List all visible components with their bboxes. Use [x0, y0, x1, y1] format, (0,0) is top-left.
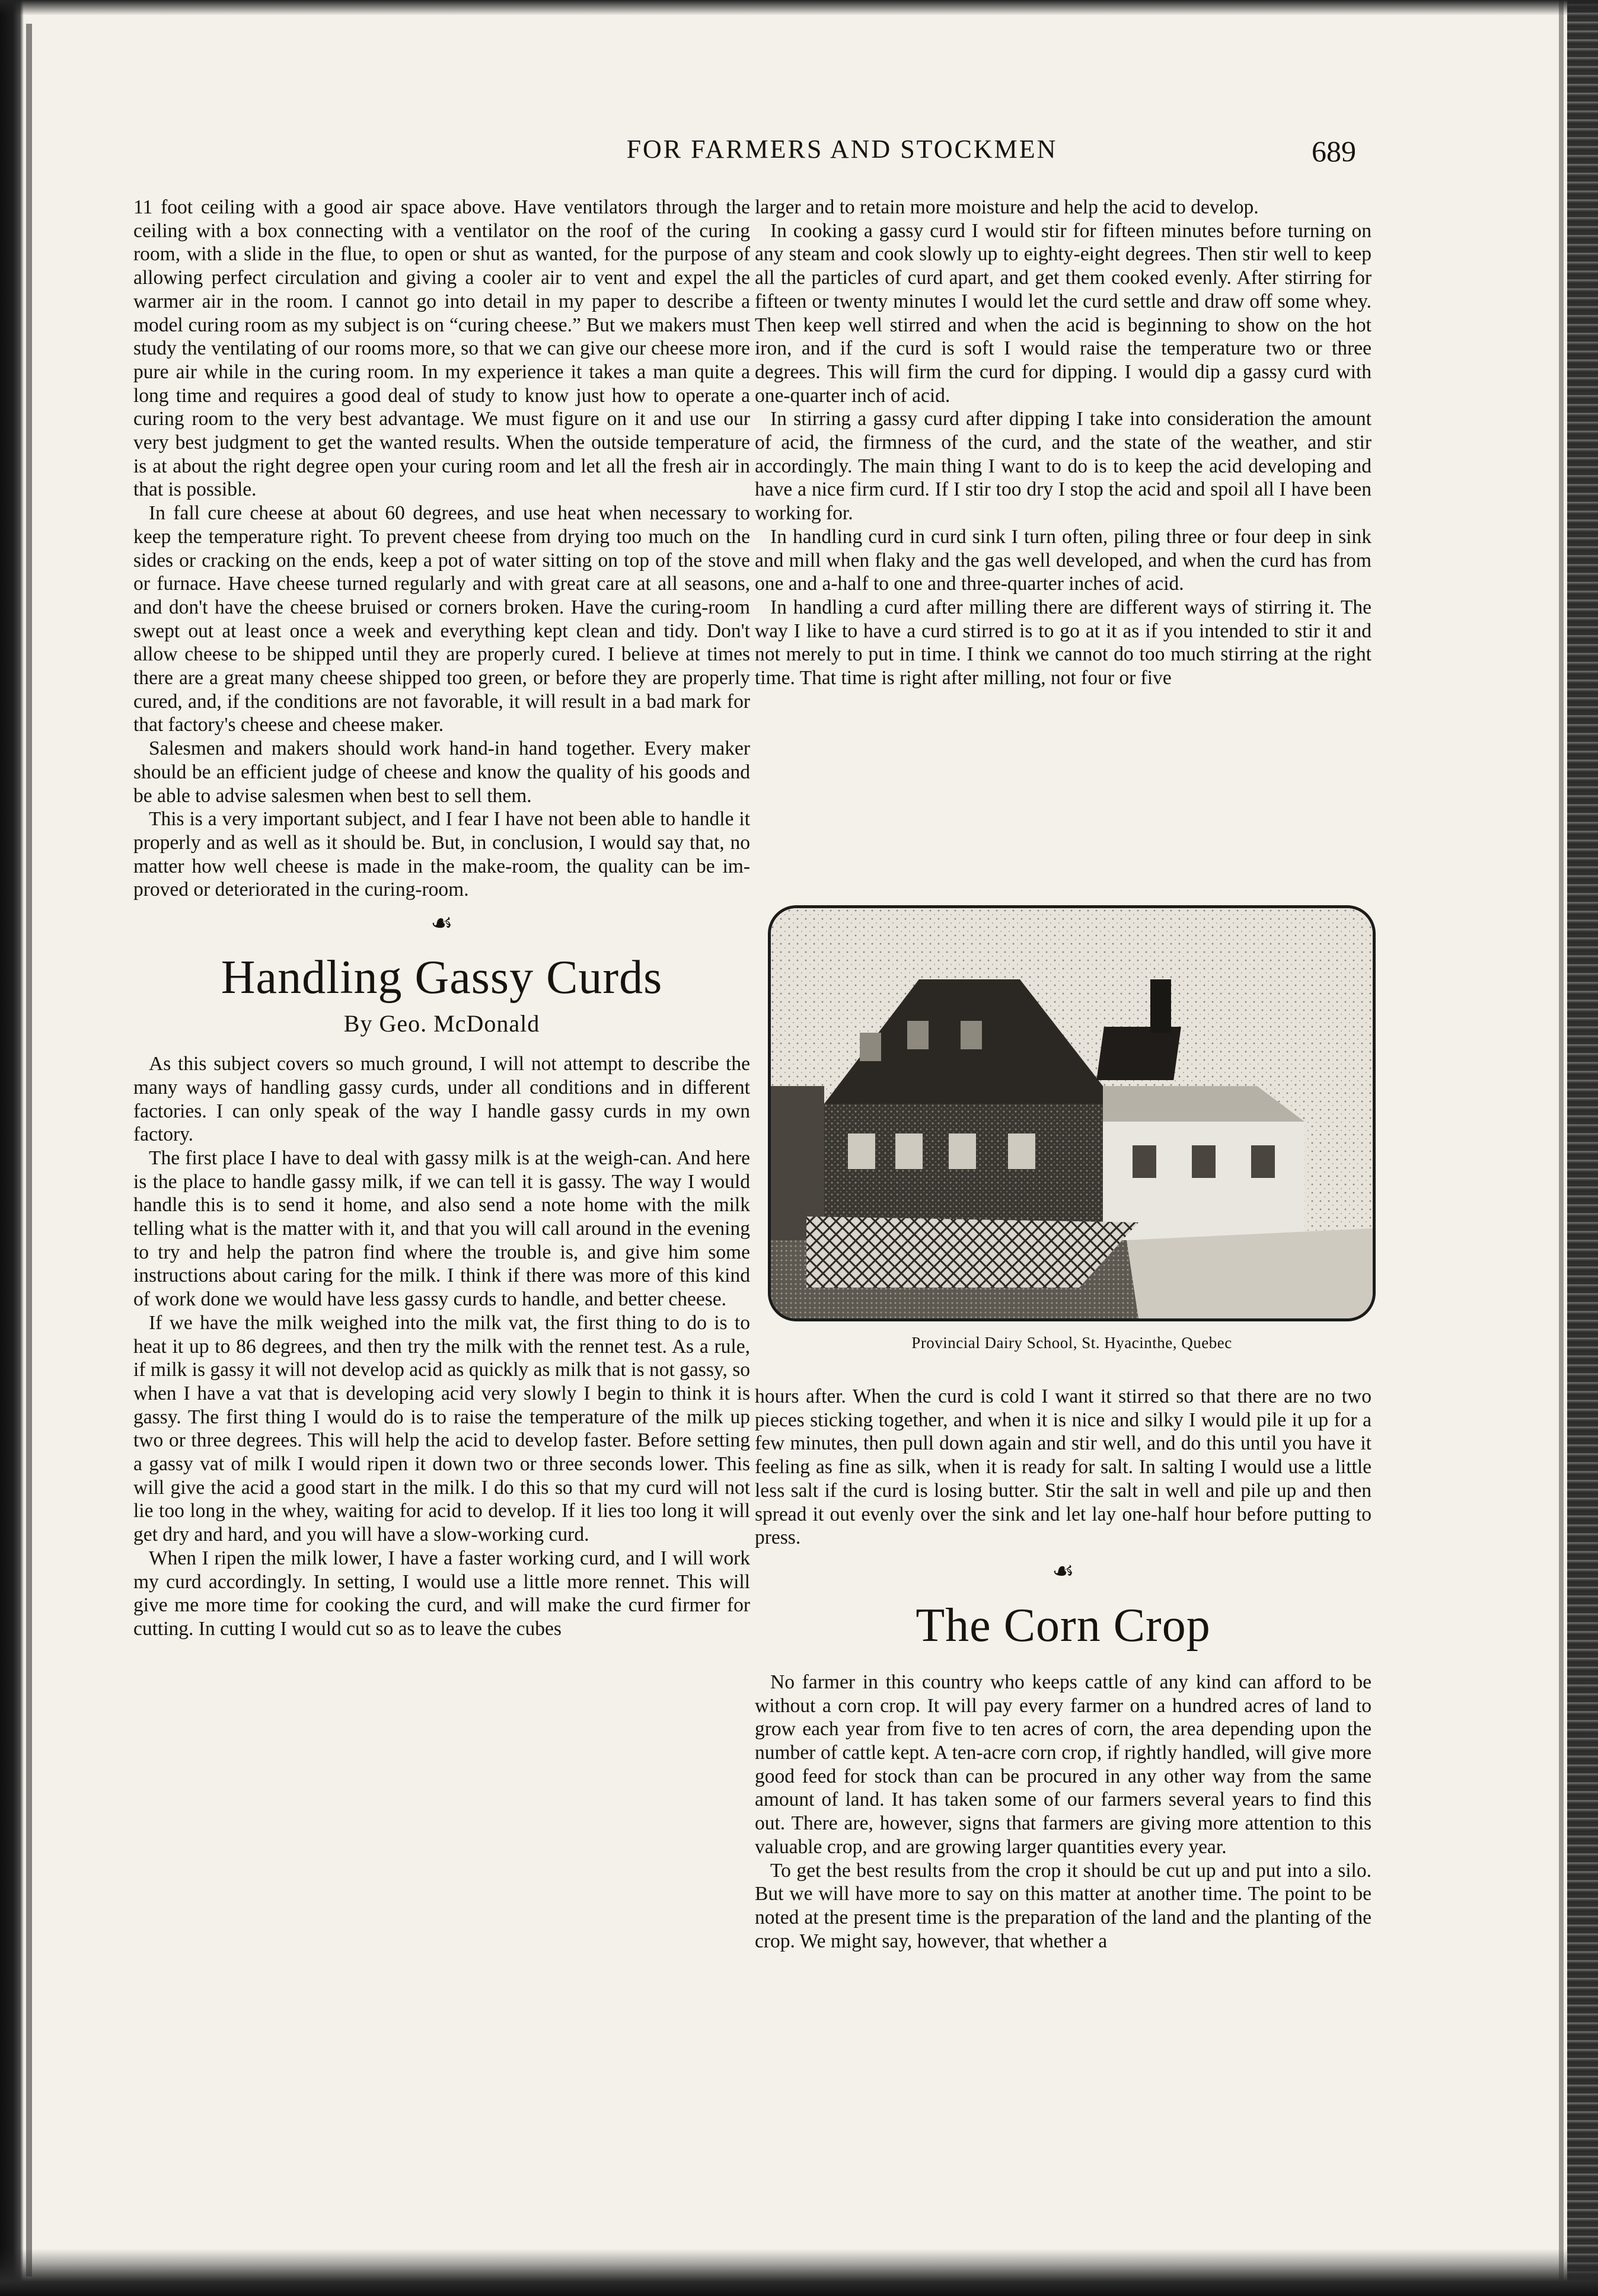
building-photo-icon	[771, 908, 1373, 1318]
article-title: The Corn Crop	[916, 1599, 1211, 1652]
section-ornament: ☙	[1052, 1557, 1074, 1585]
paragraph: In fall cure cheese at about 60 degrees, and use heat when necessary to keep the temperature right. To prevent cheese from drying too much on the sides or cracking on the ends, keep a pot of water sitting on top of the stove or furnace. Have cheese turned regularly and with great care at all seasons, and don't have the cheese bruised or corners broken. Have the curing-room swept out at least once a week and everything kept clean and tidy. Don't allow cheese to be shipped until they are properly cured. I believe at times there are a great many cheese shipped too green, or before they are properly cured, and, if the conditions are not favorable, it will result in a bad mark for that factory's cheese and cheese maker.	[133, 502, 750, 736]
page-edge-top	[0, 0, 1598, 15]
paragraph: Salesmen and makers should work hand-in hand together. Every maker should be an efficient judge of cheese and know the quality of his goods and be able to advise salesmen when best to sell them.	[133, 737, 750, 807]
section-ornament: ☙	[430, 910, 453, 938]
page-edge-bottom	[0, 2249, 1598, 2296]
article-title: Handling Gassy Curds	[221, 951, 663, 1004]
page-number: 689	[1312, 135, 1356, 168]
dairy-school-photo	[768, 905, 1376, 1321]
paragraph: To get the best results from the crop it should be cut up and put into a silo. But we will have more to say on this matter at another time. The point to be noted at the present time is the preparation of the land and the planting of the crop. We might say, however, that whether a	[755, 1859, 1371, 1952]
paragraph: No farmer in this country who keeps cattle of any kind can afford to be without a corn crop. It will pay every farmer on a hundred acres of land to grow each year from five to ten acres of corn, the area depending upon the number of cattle kept. A ten-acre corn crop, if rightly handled, will give more good feed for stock than can be procured in any other way from the same amount of land. It has taken some of our farmers several years to find this out. There are, however, signs that farmers are giving more attention to this valuable crop, and are growing larger quantities every year.	[755, 1671, 1371, 1858]
photo-caption: Provincial Dairy School, St. Hyacinthe, Quebec	[911, 1334, 1232, 1352]
right-column	[755, 196, 1371, 690]
paragraph: This is a very important subject, and I fear I have not been able to handle it properly and as well as it should be. But, in conclusion, I would say that, no matter how well cheese is made in the make-room, the quality can be improved or deteriorated in the curing-room.	[133, 808, 750, 901]
paragraph: hours after. When the curd is cold I want it stirred so that there are no two pieces sticking together, and when it is nice and silky I would pile it up for a few minutes, then pull down again and stir well, and do this until you have it feeling as fine as silk, when it is ready for salt. In salting I would use a little less salt if the curd is losing butter. Stir the salt in well and pile up and then spread it out evenly over the sink and let lay one-half hour before putting to press.	[755, 1385, 1371, 1549]
paragraph: 11 foot ceiling with a good air space above. Have ventilators through the ceiling with a box connecting with a ventilator on the roof of the curing room, with a slide in the flue, to open or shut as wanted, for the purpose of allowing perfect circulation and giving a cooler air to vent and expel the warmer air in the room. I cannot go into detail in my paper to describe a model curing room as my subject is on “curing cheese.” But we makers must study the ventilating of our rooms more, so that we can give our cheese more pure air while in the curing room. In my experience it takes a man quite a long time and requires a good deal of study to know just how to operate a curing room to the very best advantage. We must figure on it and use our very best judgment to get the wanted results. When the outside temperature is at about the right degree open your curing room and let all the fresh air in that is possible.	[133, 196, 750, 501]
paragraph: In cooking a gassy curd I would stir for fifteen minutes before turning on any steam and cook slowly up to eighty-eight degrees. Then stir well to keep all the particles of curd apart, and get them cooked evenly. After stirring for fifteen or twenty minutes I would let the curd settle and draw off some whey. Then keep well stirred and when the acid is beginning to show on the hot iron, and if the curd is soft I would raise the temperature two or three degrees. This will firm the curd for dipping. I would dip a gassy curd with one-quarter inch of acid.	[755, 219, 1371, 407]
page-edge-right	[1567, 0, 1598, 2296]
article-byline: By Geo. McDonald	[343, 1010, 540, 1037]
paragraph: As this subject covers so much ground, I will not attempt to describe the many ways of handling gassy curds, under all conditions and in different factories. I can only speak of the way I handle gassy curds in my own factory.	[133, 1053, 750, 1146]
running-head: FOR FARMERS AND STOCKMEN	[626, 135, 1058, 164]
binding-line-left	[26, 24, 32, 2276]
left-column	[133, 196, 750, 1641]
binding-shadow-left	[0, 0, 24, 2296]
paragraph: larger and to retain more moisture and help the acid to develop.	[755, 196, 1259, 218]
paragraph: In stirring a gassy curd after dipping I take into consideration the amount of acid, the firmness of the curd, and the state of the weather, and stir accordingly. The main thing I want to do is to keep the acid developing and have a nice firm curd. If I stir too dry I stop the acid and spoil all I have been working for.	[755, 408, 1371, 525]
paragraph: In handling curd in curd sink I turn often, piling three or four deep in sink and mill when flaky and the gas well developed, and when the curd has from one and a-half to one and three-quarter inches of acid.	[755, 525, 1371, 595]
paragraph: The first place I have to deal with gassy milk is at the weigh-can. And here is the place to handle gassy milk, if we can tell it is gassy. The way I would handle this is to send it home, and also send a note home with the milk telling what is the matter with it, and that you will call around in the evening to try and help the patron find where the trouble is, and give him some instructions about caring for the milk. I think if there was more of this kind of work done we would have less gassy curds to handle, and better cheese.	[133, 1147, 750, 1311]
right-column-continued	[755, 1385, 1371, 1953]
page-edge-line-right	[1559, 0, 1564, 2296]
paragraph: In handling a curd after milling there are different ways of stirring it. The way I like to have a curd stirred is to go at it as if you intended to stir it and not merely to put in time. I think we cannot do too much stirring at the right time. That time is right after milling, not four or five	[755, 596, 1371, 689]
paragraph: When I ripen the milk lower, I have a faster working curd, and I will work my curd accordingly. In setting, I would use a little more rennet. This will give me more time for cooking the curd, and will make the curd firmer for cutting. In cutting I would cut so as to leave the cubes	[133, 1547, 750, 1640]
paragraph: If we have the milk weighed into the milk vat, the first thing to do is to heat it up to 86 degrees, and then try the milk with the rennet test. As a rule, if milk is gassy it will not develop acid as quickly as milk that is not gassy, so when I have a vat that is developing acid very slowly I begin to think it is gassy. The first thing I would do is to raise the temperature of the milk up two or three degrees. This will help the acid to develop faster. Before setting a gassy vat of milk I would ripen it down two or three seconds lower. This will give the acid a good start in the milk. I do this so that my curd will not lie too long in the whey, waiting for acid to develop. If it lies too long it will get dry and hard, and you will have a slow-working curd.	[133, 1311, 750, 1546]
